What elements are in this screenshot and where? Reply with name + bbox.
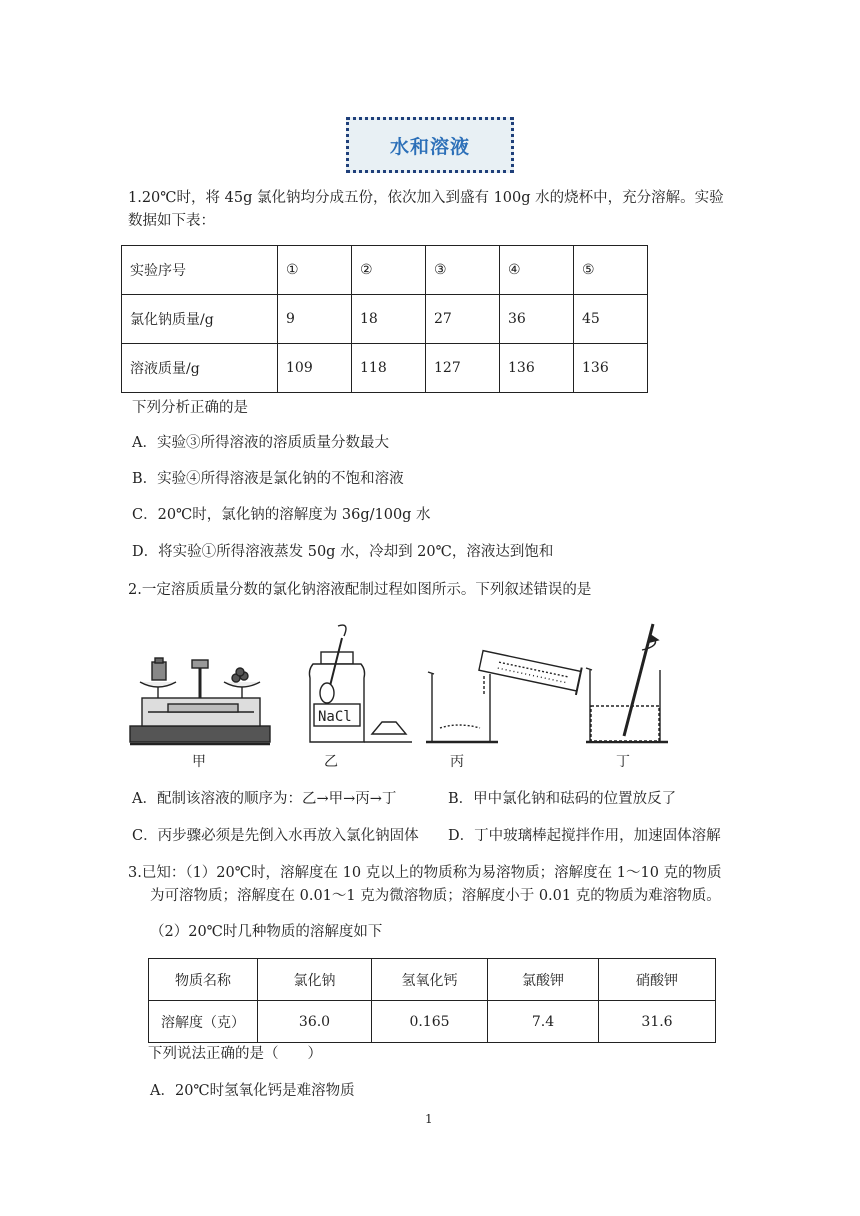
q2-option-a: A．配制该溶液的顺序为：乙→甲→丙→丁 xyxy=(132,791,397,807)
q1-option-c: C．20℃时，氯化钠的溶解度为 36g/100g 水 xyxy=(132,507,431,523)
table-cell: 127 xyxy=(426,344,500,393)
table-cell: 物质名称 xyxy=(149,959,258,1001)
table-row xyxy=(122,246,648,295)
q3-sub2: （2）20℃时几种物质的溶解度如下 xyxy=(150,924,383,940)
table-cell: ② xyxy=(352,246,426,295)
q1-stem-line2: 数据如下表： xyxy=(128,213,215,229)
table-cell: ④ xyxy=(500,246,574,295)
q1-prompt: 下列分析正确的是 xyxy=(132,400,248,416)
table-cell: 136 xyxy=(574,344,648,393)
balance-icon xyxy=(130,658,270,744)
table-row xyxy=(149,1001,716,1043)
table-cell: ③ xyxy=(426,246,500,295)
q2-option-b: B．甲中氯化钠和砝码的位置放反了 xyxy=(448,791,677,807)
title-box xyxy=(346,117,514,173)
page-number: 1 xyxy=(425,1112,433,1126)
table-cell: 0.165 xyxy=(372,1001,488,1043)
table-cell: ① xyxy=(278,246,352,295)
table-cell: 36.0 xyxy=(258,1001,372,1043)
caption-ding: 丁 xyxy=(616,754,630,770)
q2-option-c: C．丙步骤必须是先倒入水再放入氯化钠固体 xyxy=(132,828,419,844)
q2-figure xyxy=(128,618,678,778)
table-row xyxy=(122,344,648,393)
table-cell: 氯化钠 xyxy=(258,959,372,1001)
caption-yi: 乙 xyxy=(324,754,338,770)
table-row xyxy=(122,295,648,344)
table-cell: 实验序号 xyxy=(122,246,278,295)
table-cell: 溶解度（克） xyxy=(149,1001,258,1043)
q3-stem-line2: 为可溶物质；溶解度在 0.01～1 克为微溶物质；溶解度小于 0.01 克的物质为难溶物质。 xyxy=(150,888,721,904)
table-row xyxy=(149,959,716,1001)
q3-prompt: 下列说法正确的是（ ） xyxy=(148,1046,322,1062)
q3-option-a: A．20℃时氢氧化钙是难溶物质 xyxy=(150,1083,355,1099)
table-cell: 136 xyxy=(500,344,574,393)
table-cell: 36 xyxy=(500,295,574,344)
page-title: 水和溶液 xyxy=(389,135,470,158)
table-cell: 109 xyxy=(278,344,352,393)
q1-option-a: A．实验③所得溶液的溶质质量分数最大 xyxy=(132,435,389,451)
q1-option-b: B．实验④所得溶液是氯化钠的不饱和溶液 xyxy=(132,471,404,487)
table-cell: 9 xyxy=(278,295,352,344)
q1-stem-line1: 1.20℃时，将 45g 氯化钠均分成五份，依次加入到盛有 100g 水的烧杯中，充分溶解。实验 xyxy=(128,190,724,206)
beaker-and-cylinder-icon xyxy=(426,647,582,742)
table-cell: 溶液质量/g xyxy=(122,344,278,393)
table-cell: 31.6 xyxy=(599,1001,716,1043)
q2-option-d: D．丁中玻璃棒起搅拌作用，加速固体溶解 xyxy=(448,828,721,844)
table-cell: 硝酸钾 xyxy=(599,959,716,1001)
reagent-jar-icon xyxy=(309,625,412,742)
table-cell: 18 xyxy=(352,295,426,344)
stirring-beaker-icon xyxy=(586,624,668,742)
table-cell: ⑤ xyxy=(574,246,648,295)
table-cell: 7.4 xyxy=(488,1001,599,1043)
table-cell: 118 xyxy=(352,344,426,393)
table-cell: 27 xyxy=(426,295,500,344)
q1-option-d: D．将实验①所得溶液蒸发 50g 水，冷却到 20℃，溶液达到饱和 xyxy=(132,544,554,560)
q2-stem: 2.一定溶质质量分数的氯化钠溶液配制过程如图所示。下列叙述错误的是 xyxy=(128,582,592,598)
jar-label: NaCl xyxy=(318,709,352,725)
table-cell: 氯酸钾 xyxy=(488,959,599,1001)
table-cell: 氯化钠质量/g xyxy=(122,295,278,344)
q1-data-table xyxy=(121,245,648,393)
table-cell: 氢氧化钙 xyxy=(372,959,488,1001)
q3-solubility-table xyxy=(148,958,716,1043)
caption-jia: 甲 xyxy=(192,754,206,770)
caption-bing: 丙 xyxy=(450,754,464,770)
table-cell: 45 xyxy=(574,295,648,344)
q3-stem-line1: 3.已知：（1）20℃时，溶解度在 10 克以上的物质称为易溶物质；溶解度在 1～10 克的物质 xyxy=(128,865,722,881)
